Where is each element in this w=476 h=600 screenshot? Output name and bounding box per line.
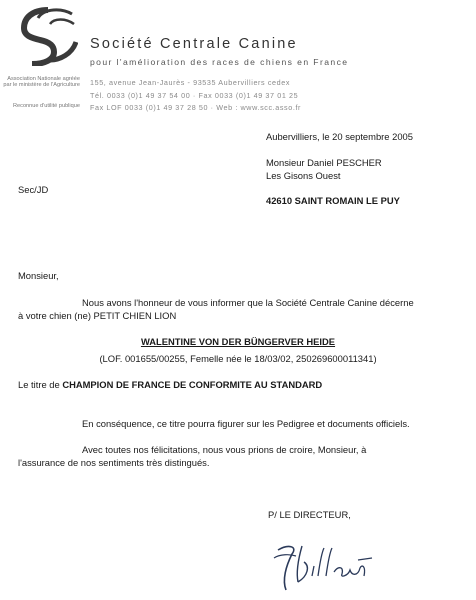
recipient-name: Monsieur Daniel PESCHER	[266, 157, 382, 168]
fax-web-line: Fax LOF 0033 (0)1 49 37 28 50 · Web : www.scc.asso.fr	[90, 103, 302, 112]
title-award: CHAMPION DE FRANCE DE CONFORMITE AU STANDARD	[62, 379, 323, 390]
paragraph2: En conséquence, ce titre pourra figurer sur les Pedigree et documents officiels.	[82, 418, 410, 429]
title-line	[18, 379, 322, 390]
handwritten-signature-icon	[268, 536, 378, 596]
organization-name: Société Centrale Canine	[90, 36, 298, 52]
paragraph1-line1: Nous avons l'honneur de vous informer que la Société Centrale Canine décerne	[82, 297, 414, 308]
association-note: Association Nationale agréée par le ministère de l'Agriculture	[3, 76, 80, 89]
dog-name: WALENTINE VON DER BÜNGERVER HEIDE	[140, 336, 336, 347]
paragraph3-line1: Avec toutes nos félicitations, nous vous prions de croire, Monsieur, à	[82, 444, 367, 455]
paragraph1-line2: à votre chien (ne) PETIT CHIEN LION	[18, 310, 177, 321]
paragraph3-line2: l'assurance de nos sentiments très distingués.	[18, 457, 210, 468]
place-date: Aubervilliers, le 20 septembre 2005	[266, 131, 413, 142]
recipient-city: 42610 SAINT ROMAIN LE PUY	[266, 195, 400, 206]
signoff: P/ LE DIRECTEUR,	[268, 509, 351, 520]
title-prefix: Le titre de	[18, 379, 63, 390]
reference: Sec/JD	[18, 184, 49, 195]
public-utility-note: Reconnue d'utilité publique	[13, 103, 80, 109]
salutation: Monsieur,	[18, 270, 59, 281]
phone-line: Tél. 0033 (0)1 49 37 54 00 · Fax 0033 (0)1 49 37 01 25	[90, 91, 299, 100]
dog-details: (LOF. 001655/00255, Femelle née le 18/03/02, 250269600011341)	[99, 353, 377, 364]
recipient-street: Les Gisons Ouest	[266, 170, 341, 181]
organization-tagline: pour l'amélioration des races de chiens en France	[90, 57, 349, 67]
address-line: 155, avenue Jean-Jaurès - 93535 Aubervilliers cedex	[90, 78, 291, 87]
scc-logo-icon	[14, 4, 78, 66]
